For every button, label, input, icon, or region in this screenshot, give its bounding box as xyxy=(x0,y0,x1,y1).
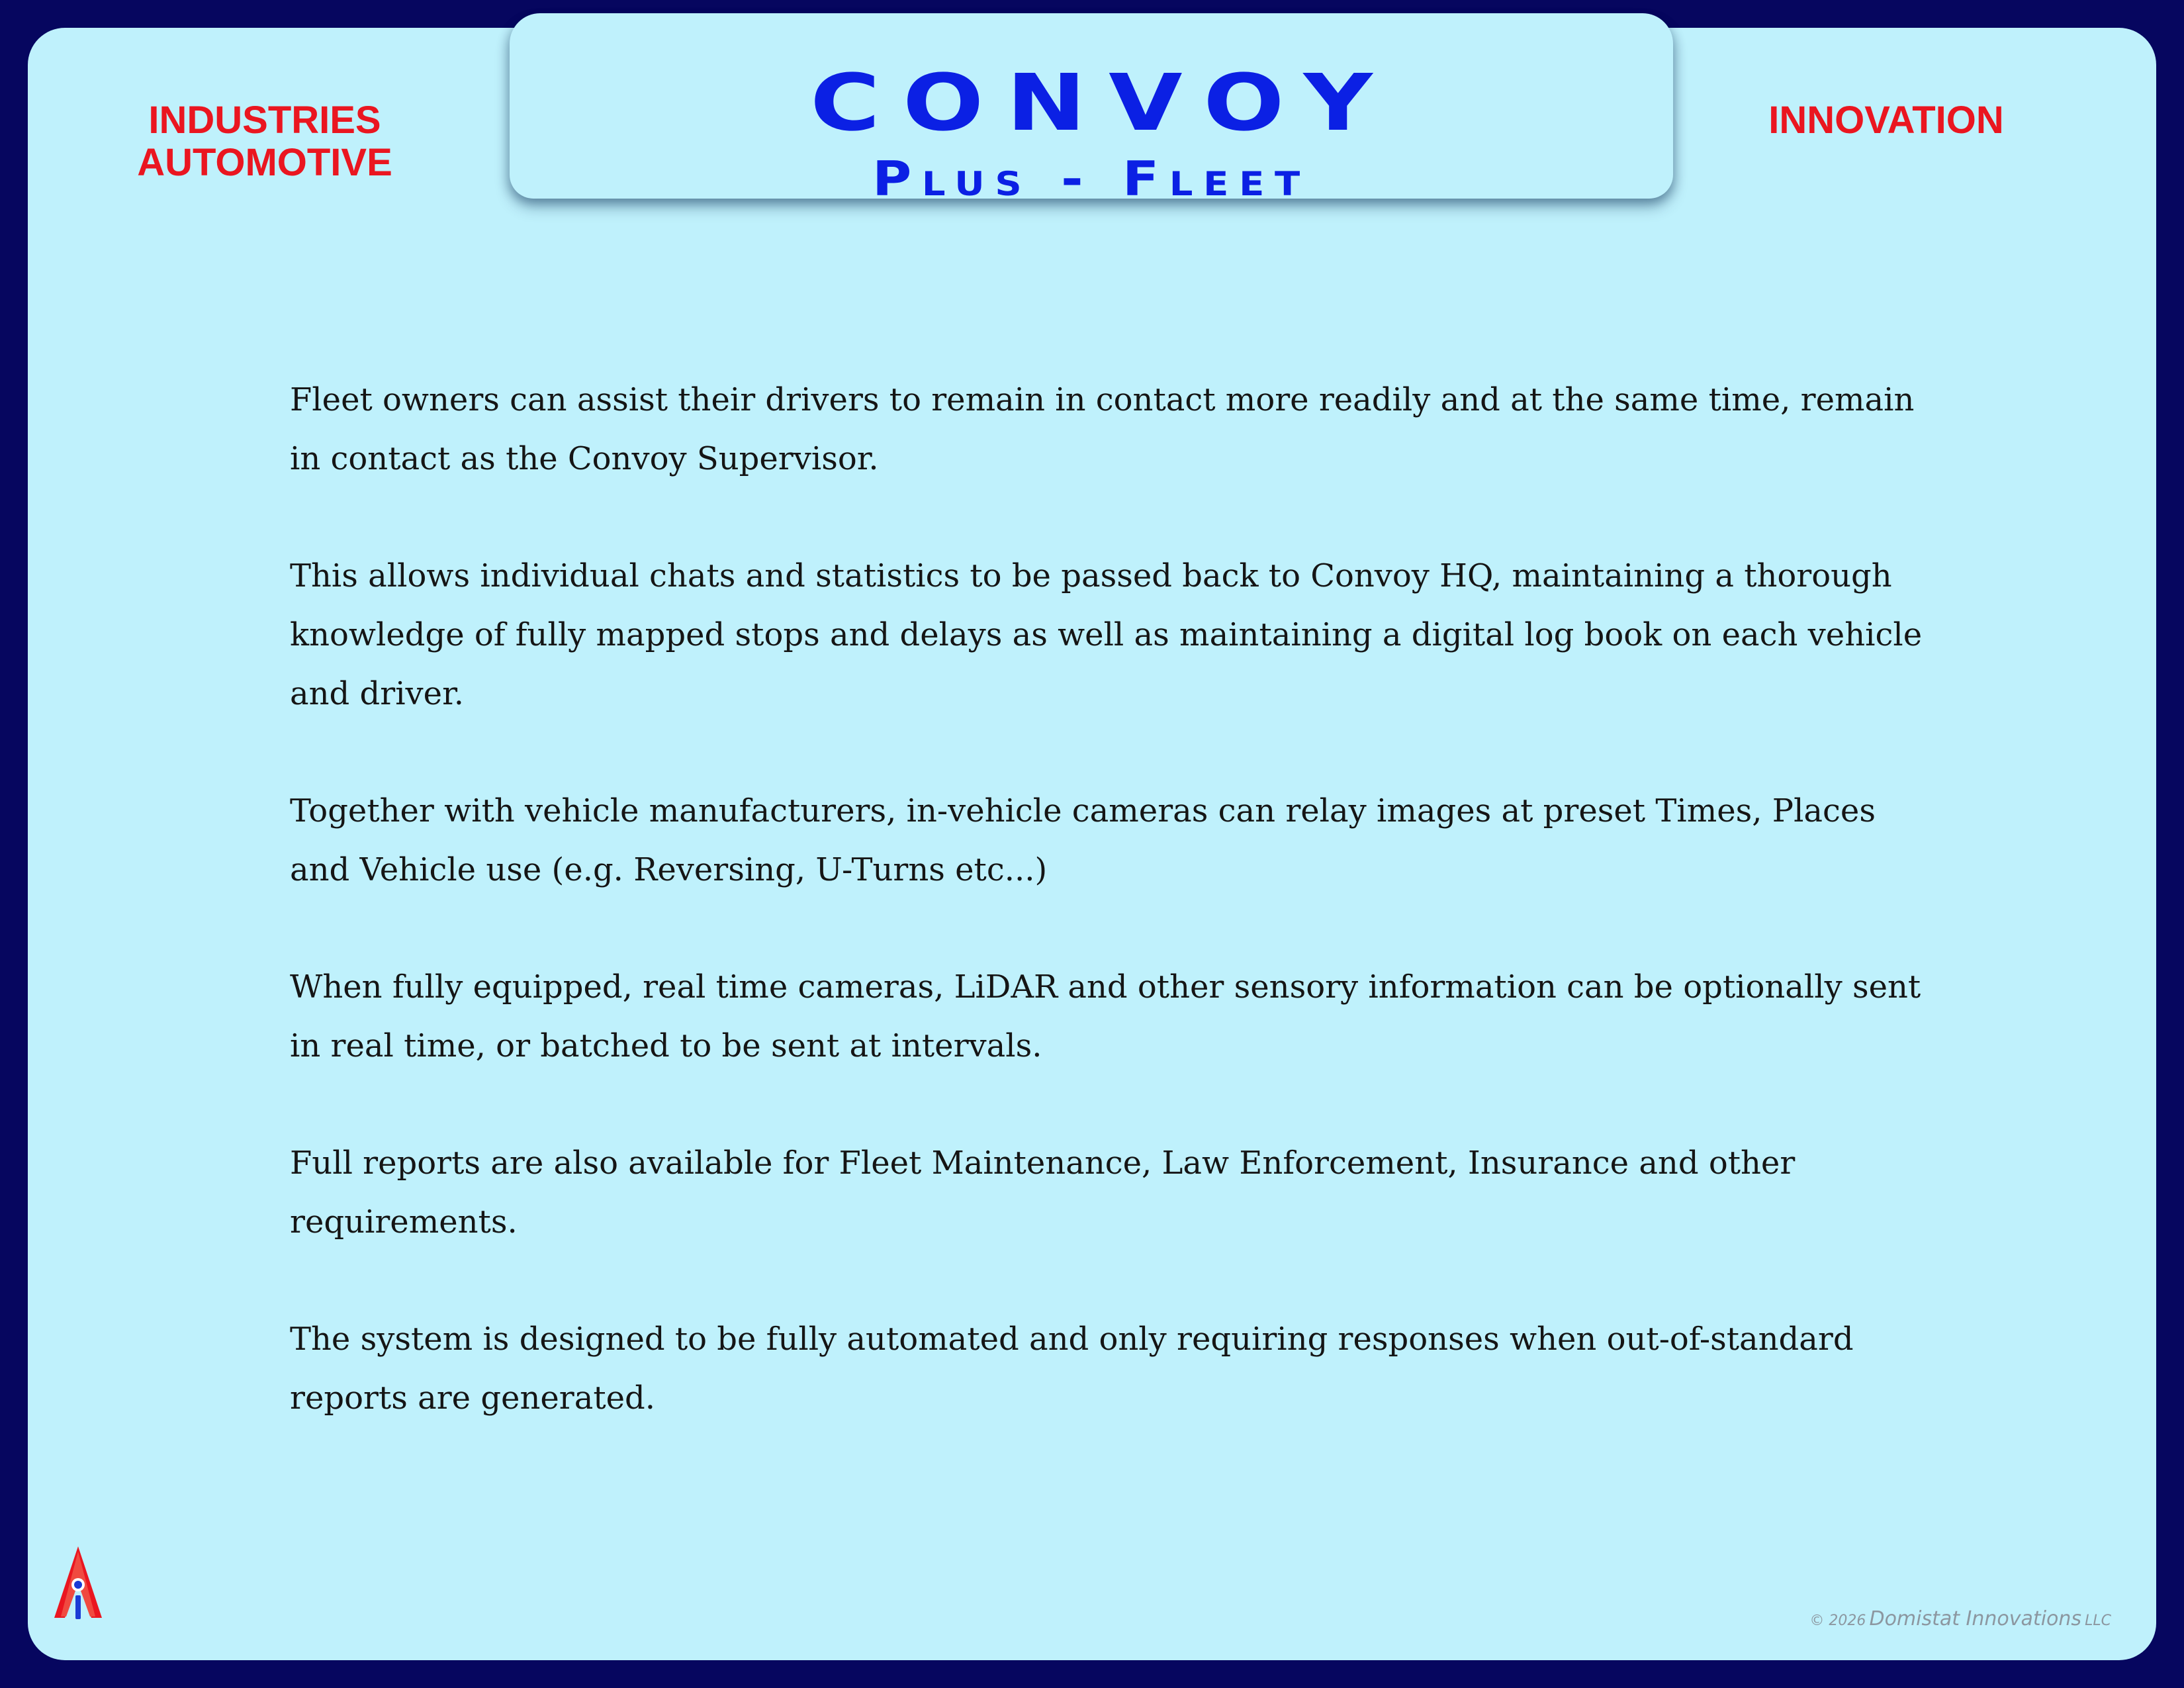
rocket-a-logo-icon xyxy=(52,1542,105,1623)
body-paragraph: Together with vehicle manufacturers, in-vehicle cameras can relay images at preset Times, Places and Vehicle use (e.g. Reversing, U-Turns etc...) xyxy=(290,792,1876,888)
company-suffix: LLC xyxy=(2085,1613,2111,1629)
body-paragraph: Fleet owners can assist their drivers to remain in contact more readily and at the same time, remain in contact as the Convoy Supervisor. xyxy=(290,381,1915,477)
industry-label-line: AUTOMOTIVE xyxy=(137,141,392,184)
innovation-label: INNOVATION xyxy=(1768,99,2004,142)
copyright-notice xyxy=(1809,1607,2111,1630)
body-text xyxy=(290,371,1925,1486)
body-paragraph: This allows individual chats and statistics to be passed back to Convoy HQ, maintaining a thorough knowledge of fully mapped stops and delays as well as maintaining a digital log book on each vehicle and driver. xyxy=(290,557,1923,712)
body-paragraph: The system is designed to be fully automated and only requiring responses when out-of-standard reports are generated. xyxy=(290,1321,1854,1417)
body-paragraph: Full reports are also available for Fleet Maintenance, Law Enforcement, Insurance and other requirements. xyxy=(290,1145,1796,1241)
page-subtitle: Plus - Fleet xyxy=(872,151,1310,207)
industry-label xyxy=(99,99,430,184)
page-title: CONVOY xyxy=(810,57,1396,148)
body-paragraph: When fully equipped, real time cameras, LiDAR and other sensory information can be optionally sent in real time, or batched to be sent at intervals. xyxy=(290,968,1921,1064)
copyright-year: © 2026 xyxy=(1809,1613,1866,1629)
title-tab xyxy=(510,13,1673,207)
industry-label-line: INDUSTRIES xyxy=(148,99,381,142)
company-name: Domistat Innovations xyxy=(1869,1607,2082,1630)
